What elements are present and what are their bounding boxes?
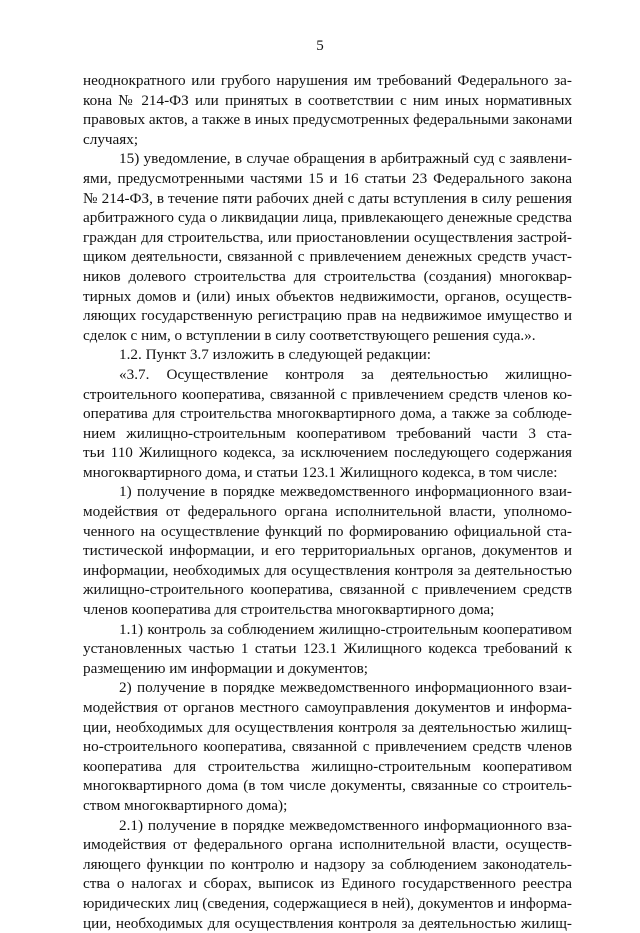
text-line: 2.1) получение в порядке межведомственного информационного вза- xyxy=(119,816,572,834)
text-line: жилищно-строительного кооператива, связанной с привлечением средств xyxy=(83,581,572,599)
text-line: неоднократного или грубого нарушения им требований Федерального за- xyxy=(83,72,572,89)
text-line: 1) получение в порядке межведомственного информационного взаи- xyxy=(119,483,572,501)
text-line: многоквартирного дома, и статьи 123.1 Жилищного кодекса, в том числе: xyxy=(83,463,558,481)
text-line: ства о налогах и сборах, выписок из Единого государственного реестра xyxy=(83,875,572,893)
text-line: нием жилищно-строительным кооперативом требований части 3 ста- xyxy=(83,424,572,442)
text-line: случаях; xyxy=(83,130,139,148)
text-line: ции, необходимых для осуществления контроля за деятельностью жилищ- xyxy=(83,718,572,736)
text-line: размещению им информации и документов; xyxy=(83,659,369,677)
text-line: ляющих государственную регистрацию прав на недвижимое имущество и xyxy=(83,307,572,325)
text-line: правовых актов, а также в иных предусмотренных федеральными законами xyxy=(83,111,572,129)
text-line: установленных частью 1 статьи 123.1 Жилищного кодекса требований к xyxy=(83,640,572,658)
text-line: граждан для строительства, или приостановлении осуществления застрой- xyxy=(83,228,572,246)
text-line: тирных домов и (или) иных объектов недвижимости, органов, осуществ- xyxy=(83,287,572,305)
text-line: но-строительного кооператива, связанной с привлечением средств членов xyxy=(83,738,572,756)
text-line: кооператива для строительства жилищно-строительным кооперативом xyxy=(83,757,572,775)
text-line: многоквартирного дома (в том числе документы, связанные со строитель- xyxy=(83,777,572,795)
text-line: модействия от федерального органа исполнительной власти, уполномо- xyxy=(83,503,572,521)
text-line: 2) получение в порядке межведомственного информационного взаи- xyxy=(119,679,572,697)
text-line: оператива для строительства многоквартирного дома, а также за соблюде- xyxy=(83,405,572,423)
text-line: ников долевого строительства для строительства (создания) многоквар- xyxy=(83,267,572,285)
text-line: кона № 214-ФЗ или принятых в соответствии с ним иных нормативных xyxy=(83,91,572,109)
text-line: «3.7. Осуществление контроля за деятельностью жилищно- xyxy=(119,365,572,383)
text-line: тьи 110 Жилищного кодекса, за исключением последующего содержания xyxy=(83,444,572,462)
text-line: ляющего функции по контролю и надзору за соблюдением законодатель- xyxy=(83,855,572,873)
text-line: строительного кооператива, связанной с привлечением средств членов ко- xyxy=(83,385,572,403)
document-body xyxy=(83,71,572,933)
text-line: ции, необходимых для осуществления контроля за деятельностью жилищ- xyxy=(83,914,572,932)
text-line: сделок с ним, о вступлении в силу соответствующего решения суда.». xyxy=(83,326,536,344)
text-line: членов кооператива для строительства многоквартирного дома; xyxy=(83,601,495,619)
text-line: ченного на осуществление функций по формированию официальной ста- xyxy=(83,522,572,540)
text-line: ями, предусмотренными частями 15 и 16 статьи 23 Федерального закона xyxy=(83,169,572,187)
text-line: арбитражного суда о ликвидации лица, привлекающего денежные средства xyxy=(83,209,572,227)
page-number: 5 xyxy=(316,38,324,54)
text-line: имодействия от федерального органа исполнительной власти, осуществ- xyxy=(83,836,572,854)
text-line: юридических лиц (сведения, содержащиеся в ней), документов и информа- xyxy=(83,894,572,912)
text-line: 1.1) контроль за соблюдением жилищно-строительным кооперативом xyxy=(119,620,572,638)
text-line: 15) уведомление, в случае обращения в арбитражный суд с заявлени- xyxy=(119,150,572,168)
text-line: ством многоквартирного дома); xyxy=(83,796,288,814)
text-line: № 214-ФЗ, в течение пяти рабочих дней с даты вступления в силу решения xyxy=(83,189,572,207)
text-line: информации, необходимых для осуществления контроля за деятельностью xyxy=(83,561,572,579)
text-line: 1.2. Пункт 3.7 изложить в следующей редакции: xyxy=(119,346,432,364)
text-line: тистической информации, и его территориальных органов, документов и xyxy=(83,542,572,560)
text-line: щиком деятельности, связанной с привлечением денежных средств участ- xyxy=(83,248,572,266)
text-line: модействия от органов местного самоуправления документов и информа- xyxy=(83,699,572,716)
